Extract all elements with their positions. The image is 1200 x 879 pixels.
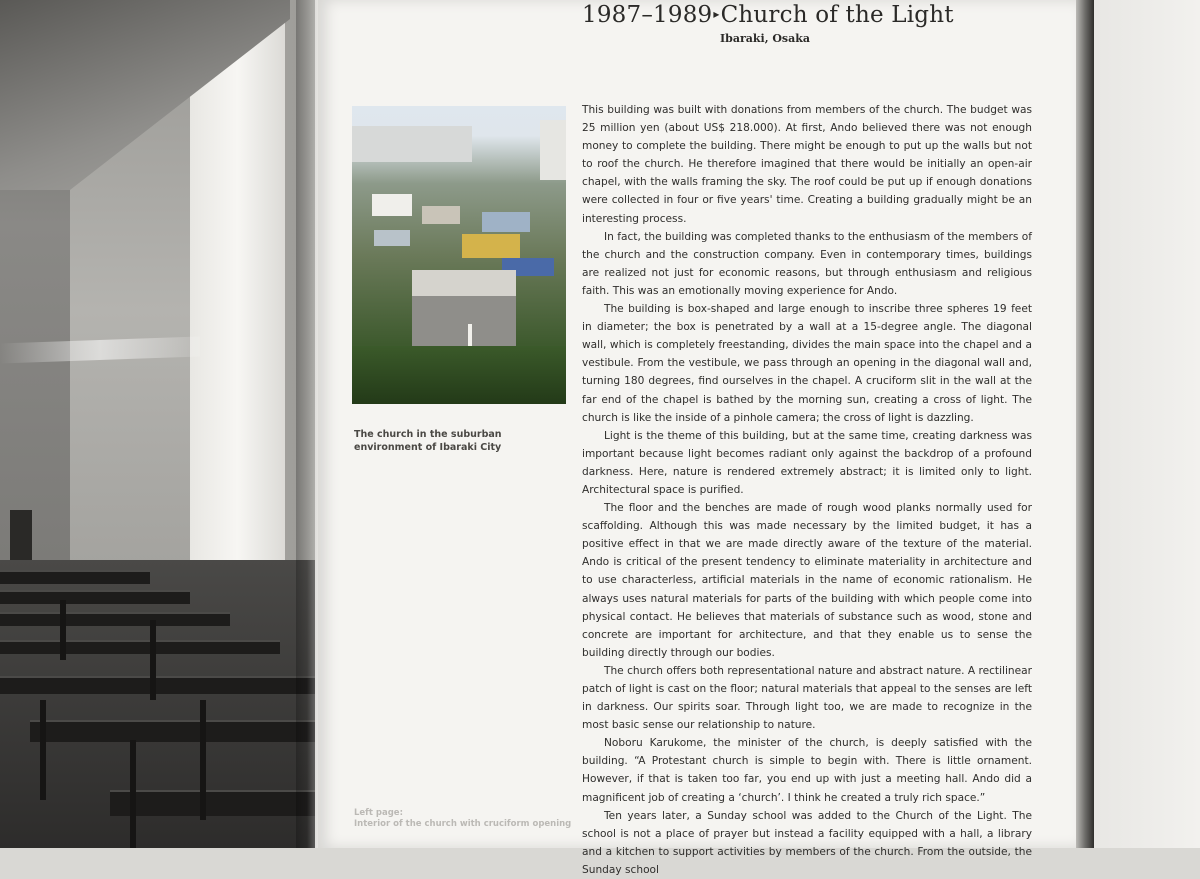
building (540, 120, 566, 180)
paragraph: In fact, the building was completed thanks to the enthusiasm of the members of the church and the construction company. Even in contemporary times, buildings are realized not just for economic reasons, but through enthusiasm and religious faith. This was an emotionally moving experience for Ando. (582, 230, 1032, 297)
building (482, 212, 530, 232)
bench (0, 612, 230, 626)
paragraph: Light is the theme of this building, but at the same time, creating darkness was important because light becomes radiant only against the backdrop of a profound darkness. Here, nature is rendered extremely abstract; it is limited only to light. Architectural space is purified. (582, 429, 1032, 496)
church-roof (412, 270, 516, 296)
title-years: 1987–1989 (582, 2, 713, 28)
bench (0, 640, 280, 654)
left-caption-line2: Interior of the church with cruciform opening (354, 819, 572, 829)
location-subtitle: Ibaraki, Osaka (720, 32, 810, 45)
interior-photo (0, 0, 315, 848)
left-caption-line1: Left page: (354, 808, 403, 818)
door (10, 510, 32, 560)
bench-leg (60, 600, 66, 660)
paragraph: Noboru Karukome, the minister of the church, is deeply satisfied with the building. “A Protestant church is simple to begin with. There is little ornament. However, if that is taken too far, you end up with just a meeting hall. Ando did a magnificent job of creating a ‘church’. I think he created a truly rich space.” (582, 737, 1032, 804)
bench (0, 590, 190, 604)
backdrop (1094, 0, 1200, 848)
bench-leg (200, 700, 206, 820)
page-edge (1076, 0, 1094, 848)
building (374, 230, 410, 246)
title-text: Church of the Light (720, 2, 954, 28)
building (372, 194, 412, 216)
paragraph: The building is box-shaped and large enough to inscribe three spheres 19 feet in diameter; the box is penetrated by a wall at a 15-degree angle. The diagonal wall, which is completely freestanding, divides the main space into the chapel and a vestibule. From the vestibule, we pass through an opening in the diagonal wall and, turning 180 degrees, find ourselves in the chapel. A cruciform slit in the wall at the far end of the chapel is bathed by the morning sun, creating a cross of light. The church is like the inside of a pinhole camera; the cross of light is dazzling. (582, 303, 1032, 424)
bench (110, 790, 315, 816)
paragraph: The church offers both representational nature and abstract nature. A rectilinear patch of light is cast on the floor; natural materials that appeal to the senses are left in darkness. Our spirits soar. Through light too, we are made to recognize in the most basic sense our relationship to nature. (582, 664, 1032, 732)
building (352, 126, 472, 162)
trees (352, 346, 566, 404)
paragraph: The floor and the benches are made of rough wood planks normally used for scaffolding. Although this was made necessary by the limited budget, it has a positive effect in that we are made directly aware of the texture of the material. Ando is critical of the present tendency to eliminate materiality in architecture and to use characterless, artificial materials in the name of economic rationalism. He always uses natural materials for parts of the building with which people come into physical contact. He believes that materials of substance such as wood, stone and concrete are important for architecture, and that they enable us to sense the building directly through our bodies. (582, 502, 1032, 659)
photo-caption: The church in the suburban environment of Ibaraki City (354, 429, 502, 453)
paragraph: Ten years later, a Sunday school was added to the Church of the Light. The school is not a place of prayer but instead a facility equipped with a hall, a library and a kitchen to support activities by members of the church. From the outside, the Sunday school (582, 809, 1032, 876)
building (462, 234, 520, 258)
exterior-photo (352, 106, 566, 404)
church-slit (468, 324, 472, 346)
paragraph: This building was built with donations from members of the church. The budget was 25 million yen (about US$ 218.000). At first, Ando believed there was not enough money to complete the building. There might be enough to put up the walls but not to roof the church. He therefore imagined that there would be initially an open-air chapel, with the walls framing the sky. The roof could be put up if enough donations were collected in four or five years' time. Creating a building gradually might be an interesting process. (582, 104, 1032, 225)
building (422, 206, 460, 224)
bench (0, 676, 315, 694)
left-page-caption (354, 808, 574, 830)
bench-leg (40, 700, 46, 800)
bench-leg (150, 620, 156, 700)
book-spine (296, 0, 318, 848)
bench (30, 720, 315, 742)
light-opening (190, 20, 285, 580)
page-title (582, 2, 954, 28)
arrow-icon: ▸ (713, 7, 720, 21)
bench-leg (130, 740, 136, 848)
bench (0, 570, 150, 584)
body-text (582, 101, 1032, 879)
